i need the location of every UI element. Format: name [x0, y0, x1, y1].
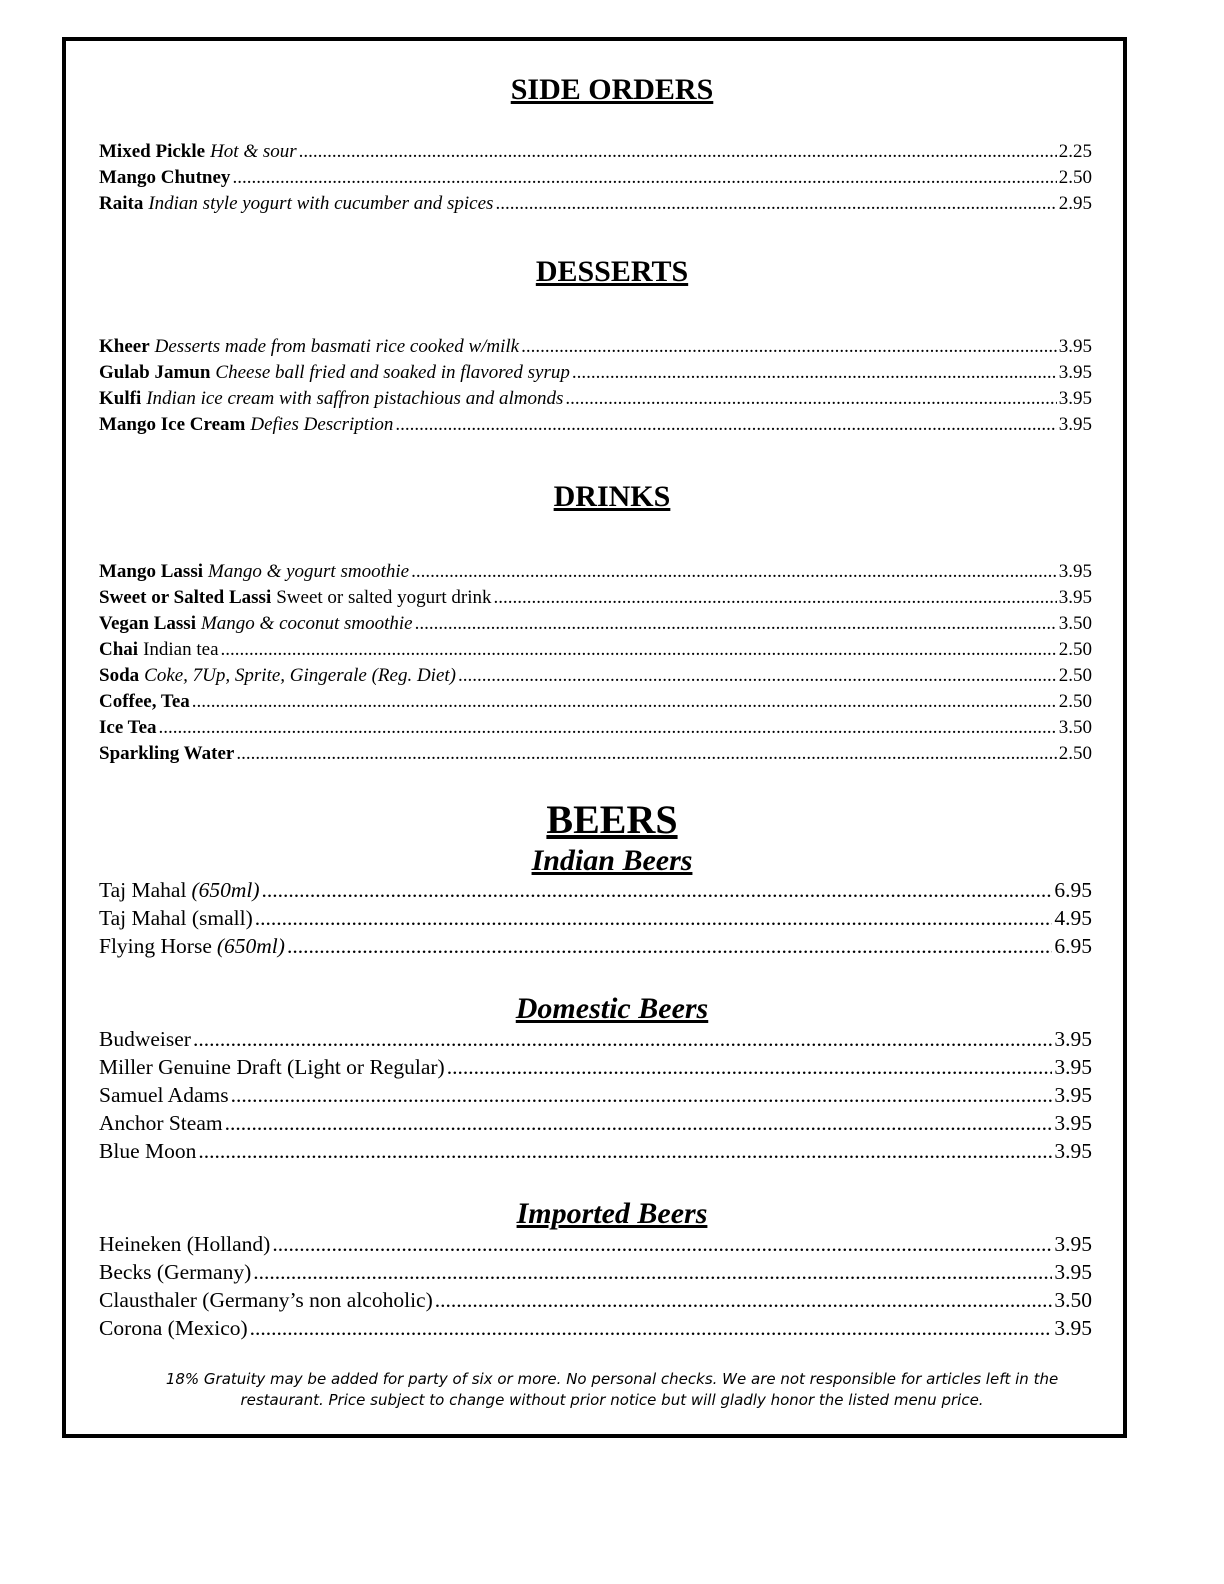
item-name: Kulfi — [99, 388, 142, 409]
item-price: 3.95 — [1054, 1027, 1092, 1051]
menu-item — [99, 362, 1092, 388]
item-price: 3.95 — [1054, 1055, 1092, 1079]
item-name: Taj Mahal (small) — [99, 906, 253, 930]
item-description: Desserts made from basmati rice cooked w/milk — [154, 336, 520, 357]
item-name: Samuel Adams — [99, 1083, 229, 1107]
item-description: Mango & yogurt smoothie — [208, 561, 410, 582]
item-price: 2.50 — [1058, 665, 1092, 686]
item-price: 6.95 — [1054, 934, 1092, 958]
item-price: 2.25 — [1058, 141, 1092, 162]
indian-beers-heading: Indian Beers — [531, 844, 693, 877]
dot-leader — [435, 1288, 1053, 1313]
item-description: Indian style yogurt with cucumber and spices — [148, 193, 494, 214]
dot-leader — [494, 587, 1057, 609]
item-name: Gulab Jamun — [99, 362, 211, 383]
item-note: (650ml) — [216, 934, 285, 958]
dot-leader — [159, 717, 1057, 739]
dot-leader — [495, 193, 1056, 215]
dot-leader — [565, 388, 1056, 410]
menu-item — [99, 141, 1092, 167]
menu-item — [99, 665, 1092, 691]
dot-leader — [458, 665, 1057, 687]
menu-item — [99, 934, 1092, 962]
item-description: Coke, 7Up, Sprite, Gingerale (Reg. Diet) — [144, 665, 456, 686]
domestic-beers-list — [99, 1027, 1092, 1167]
item-description: Sweet or salted yogurt drink — [276, 587, 492, 608]
item-name: Corona (Mexico) — [99, 1316, 248, 1340]
item-price: 4.95 — [1054, 906, 1092, 930]
item-price: 3.95 — [1054, 1316, 1092, 1340]
item-name: Budweiser — [99, 1027, 191, 1051]
imported-beers-list — [99, 1232, 1092, 1344]
indian-beers-list — [99, 878, 1092, 962]
dot-leader — [231, 1083, 1053, 1108]
dot-leader — [193, 1027, 1052, 1052]
item-name: Sparkling Water — [99, 743, 235, 764]
item-price: 3.95 — [1054, 1232, 1092, 1256]
menu-item — [99, 717, 1092, 743]
item-name: Sweet or Salted Lassi — [99, 587, 272, 608]
item-name: Miller Genuine Draft (Light or Regular) — [99, 1055, 445, 1079]
menu-item — [99, 193, 1092, 219]
item-name: Soda — [99, 665, 140, 686]
item-price: 2.95 — [1058, 193, 1092, 214]
menu-item — [99, 336, 1092, 362]
item-note: (650ml) — [191, 878, 260, 902]
item-name: Vegan Lassi — [99, 613, 196, 634]
item-price: 3.95 — [1054, 1260, 1092, 1284]
dot-leader — [262, 878, 1053, 903]
item-name: Clausthaler (Germany’s non alcoholic) — [99, 1288, 433, 1312]
menu-item — [99, 1055, 1092, 1083]
desserts-heading: DESSERTS — [535, 255, 689, 288]
dot-leader — [232, 167, 1056, 189]
item-name: Blue Moon — [99, 1139, 197, 1163]
item-description: Indian tea — [143, 639, 219, 660]
item-name: Raita — [99, 193, 144, 214]
menu-item — [99, 1232, 1092, 1260]
menu-item — [99, 1316, 1092, 1344]
dot-leader — [299, 141, 1057, 163]
item-price: 3.95 — [1054, 1111, 1092, 1135]
beers-heading: BEERS — [546, 797, 678, 842]
dot-leader — [521, 336, 1057, 358]
item-price: 2.50 — [1058, 691, 1092, 712]
dot-leader — [225, 1111, 1053, 1136]
item-price: 3.95 — [1058, 414, 1092, 435]
item-name: Kheer — [99, 336, 150, 357]
item-name: Taj Mahal — [99, 878, 187, 902]
item-price: 3.50 — [1058, 717, 1092, 738]
item-name: Chai — [99, 639, 139, 660]
menu-item — [99, 388, 1092, 414]
item-price: 3.95 — [1058, 587, 1092, 608]
dot-leader — [287, 934, 1052, 959]
dot-leader — [447, 1055, 1053, 1080]
menu-item — [99, 167, 1092, 193]
item-name: Flying Horse — [99, 934, 212, 958]
dot-leader — [572, 362, 1057, 384]
dot-leader — [253, 1260, 1052, 1285]
footer-line: 18% Gratuity may be added for party of six or more. No personal checks. We are not responsible for articles left in the — [165, 1370, 1059, 1388]
menu-item — [99, 1111, 1092, 1139]
menu-item — [99, 1260, 1092, 1288]
menu-item — [99, 414, 1092, 440]
side-orders-list — [99, 141, 1092, 219]
menu-item — [99, 1027, 1092, 1055]
item-price: 3.95 — [1054, 1139, 1092, 1163]
drinks-list — [99, 561, 1092, 769]
item-description: Mango & coconut smoothie — [200, 613, 413, 634]
menu-item — [99, 743, 1092, 769]
item-name: Ice Tea — [99, 717, 157, 738]
item-price: 2.50 — [1058, 743, 1092, 764]
desserts-list — [99, 336, 1092, 440]
item-price: 3.95 — [1058, 388, 1092, 409]
dot-leader — [198, 1139, 1052, 1164]
drinks-heading: DRINKS — [553, 480, 671, 513]
menu-item — [99, 587, 1092, 613]
item-name: Mango Lassi — [99, 561, 203, 582]
dot-leader — [192, 691, 1057, 713]
side-orders-heading: SIDE ORDERS — [510, 73, 714, 106]
menu-item — [99, 561, 1092, 587]
domestic-beers-heading: Domestic Beers — [515, 992, 709, 1025]
dot-leader — [255, 906, 1053, 931]
item-description: Cheese ball fried and soaked in flavored syrup — [215, 362, 570, 383]
menu-item — [99, 1083, 1092, 1111]
dot-leader — [415, 613, 1057, 635]
item-name: Heineken (Holland) — [99, 1232, 271, 1256]
item-price: 6.95 — [1054, 878, 1092, 902]
item-price: 2.50 — [1058, 167, 1092, 188]
menu-item — [99, 613, 1092, 639]
footer-line: restaurant. Price subject to change without prior notice but will gladly honor the listed menu price. — [240, 1391, 984, 1409]
item-description: Hot & sour — [210, 141, 297, 162]
item-price: 2.50 — [1058, 639, 1092, 660]
menu-item — [99, 1139, 1092, 1167]
menu-item — [99, 906, 1092, 934]
dot-leader — [250, 1316, 1053, 1341]
item-price: 3.95 — [1058, 362, 1092, 383]
item-price: 3.50 — [1058, 613, 1092, 634]
item-description: Defies Description — [250, 414, 394, 435]
dot-leader — [411, 561, 1057, 583]
menu-item — [99, 639, 1092, 665]
dot-leader — [395, 414, 1056, 436]
dot-leader — [236, 743, 1056, 765]
item-name: Anchor Steam — [99, 1111, 223, 1135]
menu-item — [99, 691, 1092, 717]
menu-item — [99, 1288, 1092, 1316]
footer-note — [0, 1369, 1224, 1411]
item-name: Becks (Germany) — [99, 1260, 252, 1284]
item-name: Coffee, Tea — [99, 691, 190, 712]
dot-leader — [272, 1232, 1052, 1257]
item-name: Mixed Pickle — [99, 141, 206, 162]
item-price: 3.95 — [1054, 1083, 1092, 1107]
item-price: 3.50 — [1054, 1288, 1092, 1312]
dot-leader — [221, 639, 1057, 661]
item-name: Mango Chutney — [99, 167, 231, 188]
item-price: 3.95 — [1058, 561, 1092, 582]
item-name: Mango Ice Cream — [99, 414, 246, 435]
menu-item — [99, 878, 1092, 906]
item-description: Indian ice cream with saffron pistachious and almonds — [146, 388, 564, 409]
item-price: 3.95 — [1058, 336, 1092, 357]
imported-beers-heading: Imported Beers — [516, 1197, 708, 1230]
